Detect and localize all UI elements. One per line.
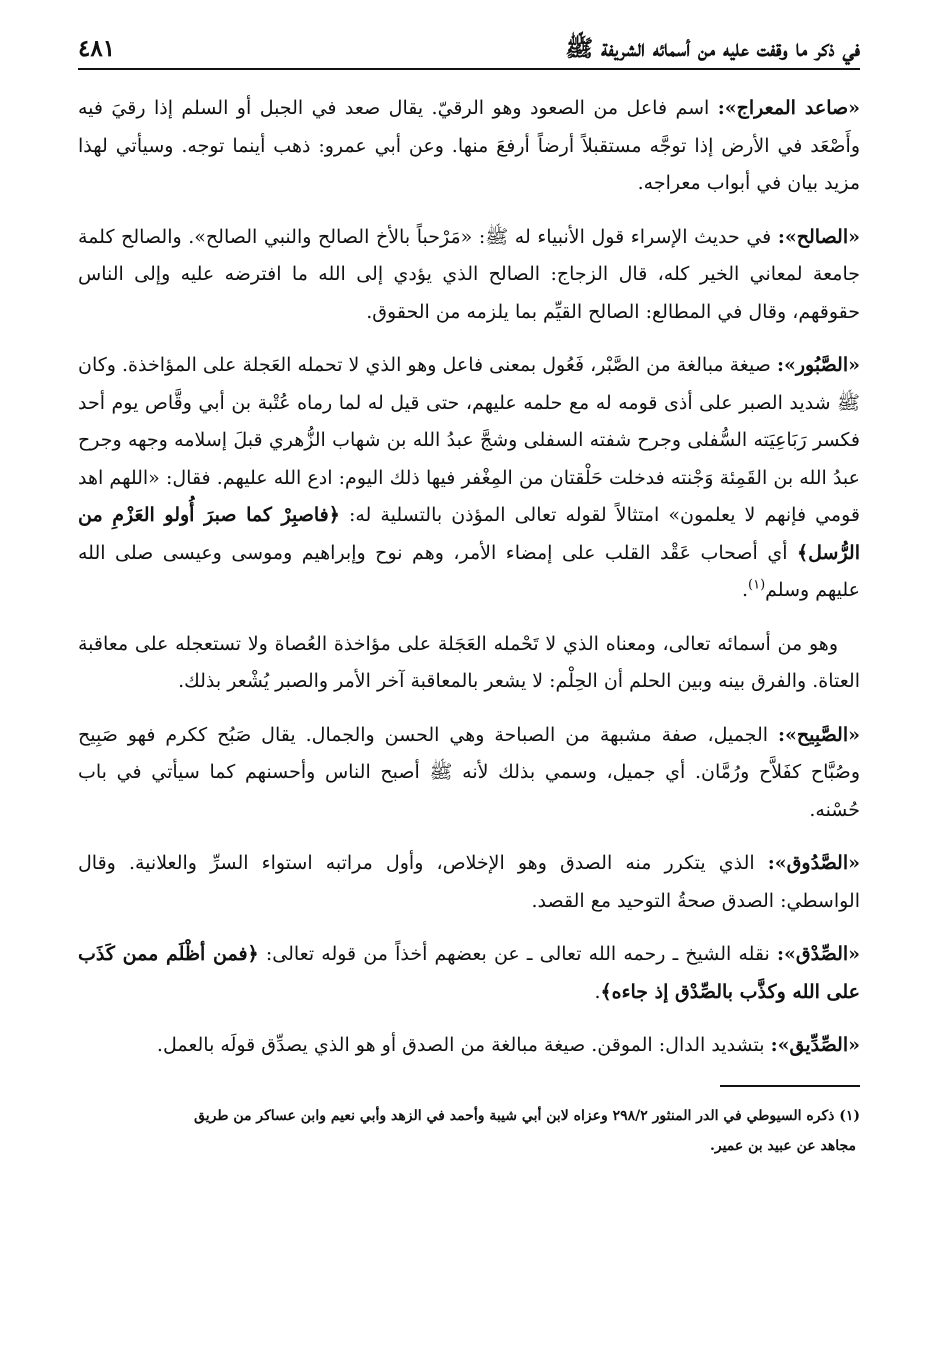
entry-term: «صاعد المعراج»: [717, 97, 860, 119]
entry-term: «الصَّبِيح»: [777, 723, 860, 746]
main-text [78, 90, 860, 1065]
footnote-text: ذكره السيوطي في الدر المنثور ٢٩٨/٢ وعزاه لابن أبي شيبة وأحمد في الزهد وأبي نعيم وابن عساكر من طريق [194, 1107, 840, 1124]
footnote-reference[interactable]: (١) [748, 577, 766, 593]
entry-term: «الصِّدِّيق»: [770, 1034, 860, 1056]
entry-alsabur-continued [78, 626, 860, 701]
entry-alsiddiq [78, 1027, 860, 1065]
entry-alsabur [78, 347, 860, 610]
footnote-text-continued: مجاهد عن عبيد بن عمير. [709, 1137, 856, 1154]
entry-text: الجميل، صفة مشبهة من الصباحة وهي الحسن والجمال. يقال صَبُح ككرم فهو صَبِيح وصُبَّاح كفَلاَّح ورُمَّان. أي جميل، وسمي بذلك لأنه ﷺ أصبح الناس وأحسنهم كما سيأتي في باب حُسْنه. [78, 723, 860, 821]
footnote-1 [78, 1101, 860, 1161]
entry-saed-almiraj [78, 90, 860, 203]
entry-end-mark: . [741, 579, 749, 601]
quran-verse: ﴿فمن أظْلَم ممن كَذَب على الله وكذَّب بالصِّدْق إذ جاءه﴾ [78, 943, 860, 1003]
page-number: ٤٨١ [78, 35, 116, 62]
footnote-number: (١) [839, 1107, 860, 1124]
entry-text: صيغة مبالغة من الصَّبْر، فَعُول بمعنى فاعل وهو الذي لا تحمله العَجلة على المؤاخذة. وكان ﷺ شديد الصبر على أذى قومه له مع حلمه عليهم، حتى قيل له لما رماه عُتْبة بن أبي وقَّاص يوم أحد فكسر رَبَاعِيَته السُّفلى وجرح شفته السفلى وشجَّ عبدُ الله بن شهاب الزُّهري قبلَ إسلامه وجهه وجرح عبدُ الله بن القَمِئة وَجْنته فدخلت حَلْقتان من المِغْفر فيها ذلك اليوم: ادع الله عليهم. فقال: «اللهم اهد قومي فإنهم لا يعلمون» امتثالاً لقوله تعالى المؤذن بالتسلية له: [78, 354, 860, 526]
entry-term: «الصَّدُوق»: [767, 852, 860, 874]
footnote-separator [720, 1085, 860, 1087]
entry-text: نقله الشيخ ـ رحمه الله تعالى ـ عن بعضهم أخذاً من قوله تعالى: [258, 943, 777, 965]
entry-text: الذي يتكرر منه الصدق وهو الإخلاص، وأول مراتبه استواء السرِّ والعلانية. وقال الواسطي: الصدق صحةُ التوحيد مع القصد. [78, 852, 860, 912]
header-rule [78, 68, 860, 70]
entry-text: في حديث الإسراء قول الأنبياء له ﷺ: «مَرْحباً بالأخ الصالح والنبي الصالح». والصالح كلمة جامعة لمعاني الخير كله، قال الزجاج: الصالح الذي يؤدي إلى الله ما افترضه عليه وإلى الناس حقوقهم، وقال في المطالع: الصالح القيِّم بما يلزمه من الحقوق. [78, 225, 860, 323]
entry-alsidq [78, 936, 860, 1011]
entry-term: «الصالح»: [777, 225, 860, 248]
entry-text-continued: أي أصحاب عَقْد القلب على إمضاء الأمر، وهم نوح وإبراهيم وموسى وعيسى صلى الله عليهم وسلم [78, 541, 860, 601]
entry-term: «الصَّبُور»: [776, 354, 860, 376]
entry-text: اسم فاعل من الصعود وهو الرقيّ. يقال صعد في الجبل أو السلم إذا رقيَ فيه وأَصْعَد في الأرض إذا توجَّه مستقبلاً أرضاً أرفعَ منها. وعن أبي عمرو: ذهب أينما توجه. وسيأتي لهذا مزيد بيان في أبواب معراجه. [78, 97, 860, 194]
entry-alsaduq [78, 845, 860, 920]
entry-alsabih [78, 717, 860, 830]
entry-alsalih [78, 219, 860, 332]
running-title: في ذكر ما وقفت عليه من أسمائه الشريفة ﷺ [565, 35, 860, 62]
running-header [78, 32, 860, 66]
entry-text: وهو من أسمائه تعالى، ومعناه الذي لا تَحْمله العَجَلة على مؤاخذة العُصاة ولا تستعجله على معاقبة العتاة. والفرق بينه وبين الحلم أن الحِلْم: لا يشعر بالمعاقبة آخر الأمر والصبر يُشْعر بذلك. [78, 632, 860, 692]
entry-text: بتشديد الدال: الموقن. صيغة مبالغة من الصدق أو هو الذي يصدِّق قولَه بالعمل. [156, 1034, 771, 1056]
quran-verse: ﴿فاصبِرْ كما صبرَ أُولو العَزْمِ من الرُّسل﴾ [78, 504, 860, 564]
entry-term: «الصِّدْق»: [776, 943, 861, 965]
entry-end-mark: . [594, 980, 601, 1003]
